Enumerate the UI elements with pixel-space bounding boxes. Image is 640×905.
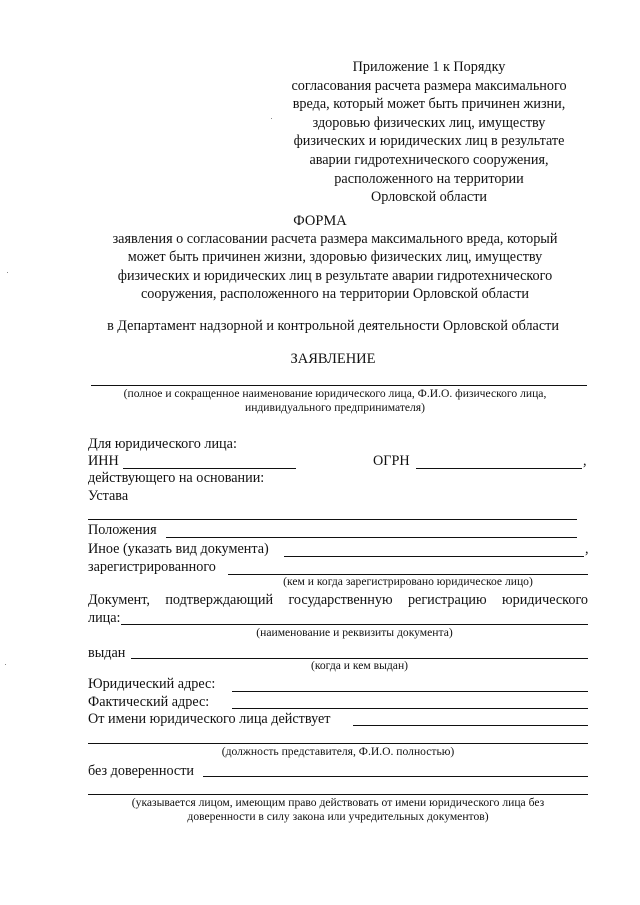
issued-hint: (когда и кем выдан) bbox=[310, 659, 409, 672]
appendix-line: Приложение 1 к Порядку bbox=[352, 59, 506, 75]
registration-entity-label: лица: bbox=[88, 610, 121, 626]
application-heading: ЗАЯВЛЕНИЕ bbox=[290, 351, 376, 367]
actual-address-label: Фактический адрес: bbox=[88, 694, 210, 710]
on-behalf-field-line[interactable] bbox=[353, 725, 588, 726]
form-description-line: может быть причинен жизни, здоровью физических лиц, имуществу bbox=[127, 249, 543, 266]
no-poa-field-line[interactable] bbox=[203, 776, 588, 777]
charter-label: Устава bbox=[88, 488, 129, 504]
form-title: ФОРМА bbox=[293, 213, 347, 229]
issued-label: выдан bbox=[88, 645, 126, 661]
other-document-field-line[interactable] bbox=[284, 556, 584, 557]
scan-speck bbox=[5, 664, 6, 665]
form-description-line: сооружения, расположенного на территории Орловской области bbox=[140, 286, 530, 303]
regulation-label: Положения bbox=[88, 522, 157, 538]
actual-address-field-line[interactable] bbox=[232, 708, 588, 709]
hint-line: (указывается лицом, имеющим право действовать от имени юридического лица без bbox=[131, 796, 545, 809]
no-poa-label: без доверенности bbox=[88, 763, 194, 779]
appendix-line: Орловской области bbox=[370, 189, 488, 206]
registered-label: зарегистрированного bbox=[88, 559, 216, 575]
registration-word: Документ, bbox=[88, 592, 150, 608]
ogrn-field-line[interactable] bbox=[416, 468, 582, 469]
scan-speck bbox=[7, 272, 8, 273]
inn-label: ИНН bbox=[88, 453, 119, 469]
appendix-line: расположенного на территории bbox=[334, 170, 524, 187]
registration-word: подтверждающий bbox=[165, 592, 274, 608]
hint-line: (полное и сокращенное наименование юридического лица, Ф.И.О. физического лица, bbox=[123, 387, 547, 400]
scan-speck bbox=[271, 118, 272, 119]
other-document-comma: , bbox=[585, 541, 589, 557]
regulation-field-line[interactable] bbox=[166, 537, 577, 538]
ogrn-comma: , bbox=[583, 453, 587, 469]
applicant-name-line[interactable] bbox=[91, 385, 587, 386]
appendix-line: аварии гидротехнического сооружения, bbox=[309, 151, 549, 168]
appendix-line: здоровью физических лиц, имуществу bbox=[312, 114, 546, 131]
registration-word: регистрацию bbox=[407, 592, 487, 608]
other-document-label: Иное (указать вид документа) bbox=[88, 541, 269, 557]
ogrn-label: ОГРН bbox=[373, 453, 410, 469]
registered-hint: (кем и когда зарегистрировано юридическое лицо) bbox=[283, 575, 533, 588]
registration-document-field-line[interactable] bbox=[121, 624, 588, 625]
no-poa-basis-field-line[interactable] bbox=[88, 794, 588, 795]
acting-basis-label: действующего на основании: bbox=[88, 470, 265, 486]
form-description-line: заявления о согласовании расчета размера максимального вреда, который bbox=[112, 231, 558, 247]
inn-field-line[interactable] bbox=[123, 468, 296, 469]
registration-document-hint: (наименование и реквизиты документа) bbox=[256, 626, 453, 639]
representative-field-line[interactable] bbox=[88, 743, 588, 744]
form-description bbox=[80, 230, 590, 304]
form-description-line: физических и юридических лиц в результате аварии гидротехнического bbox=[117, 267, 553, 284]
appendix-line: согласования расчета размера максимального bbox=[291, 77, 567, 94]
on-behalf-label: От имени юридического лица действует bbox=[88, 711, 331, 727]
legal-address-field-line[interactable] bbox=[232, 691, 588, 692]
representative-hint: (должность представителя, Ф.И.О. полностью) bbox=[221, 745, 455, 758]
registration-document-label bbox=[88, 592, 588, 609]
appendix-line: вреда, который может быть причинен жизни, bbox=[292, 96, 566, 113]
registration-word: государственную bbox=[288, 592, 393, 608]
legal-address-label: Юридический адрес: bbox=[88, 676, 216, 692]
appendix-header bbox=[268, 58, 590, 207]
no-poa-hint bbox=[88, 796, 588, 824]
legal-entity-label: Для юридического лица: bbox=[88, 436, 237, 452]
hint-line: индивидуального предпринимателя) bbox=[244, 401, 426, 414]
appendix-line: физических и юридических лиц в результате bbox=[293, 133, 565, 150]
hint-line: доверенности в силу закона или учредительных документов) bbox=[187, 810, 489, 823]
recipient-line: в Департамент надзорной и контрольной деятельности Орловской области bbox=[107, 318, 559, 334]
charter-field-line[interactable] bbox=[88, 519, 577, 520]
registration-word: юридического bbox=[502, 592, 589, 608]
applicant-name-hint bbox=[80, 387, 590, 415]
